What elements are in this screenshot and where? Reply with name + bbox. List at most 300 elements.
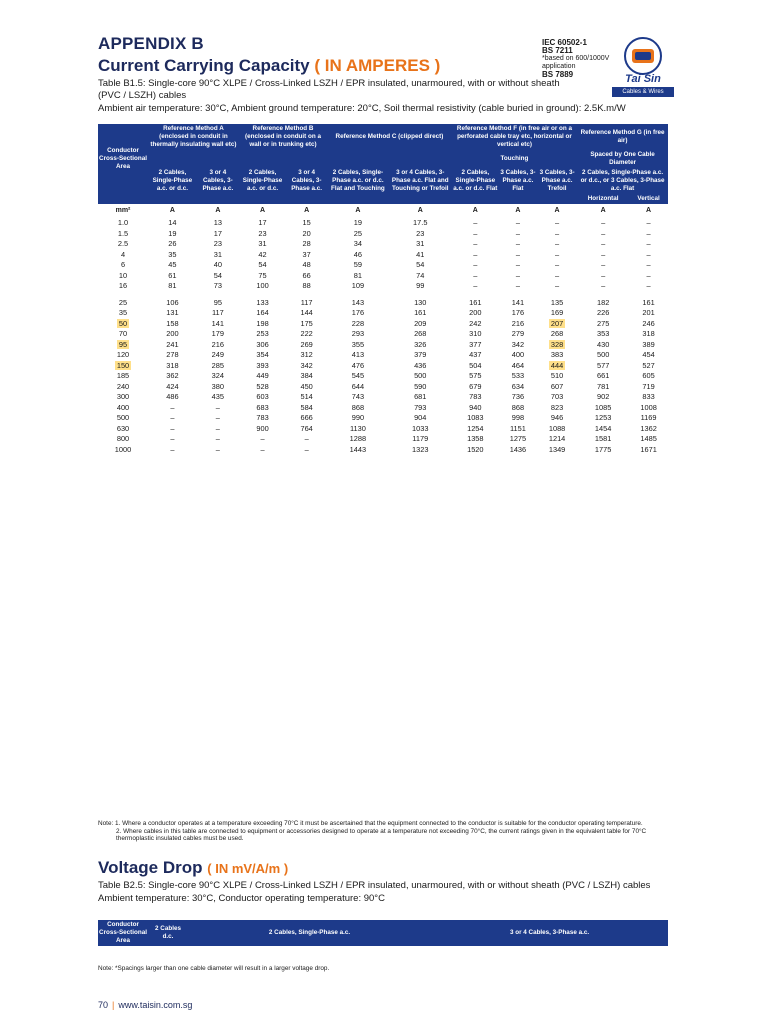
ampacity-cell: 1349 — [548, 444, 566, 454]
ampacity-cell: 285 — [211, 360, 225, 370]
ampacity-cell: 454 — [642, 350, 655, 360]
ampacity-cell: 1214 — [548, 434, 566, 444]
ampacity-cell: – — [515, 249, 520, 259]
ampacity-cell: 1775 — [594, 444, 612, 454]
ampacity-cell: 902 — [596, 392, 610, 402]
ampacity-cell: 342 — [511, 339, 525, 349]
ampacity-cell: – — [555, 281, 560, 291]
highlighted-value: 328 — [550, 339, 564, 349]
ampacity-cell: 198 — [256, 318, 269, 328]
conductor-size-cell: 120 — [116, 350, 130, 360]
ampacity-cell: 500 — [414, 371, 427, 381]
ampacity-cell: 703 — [550, 392, 564, 402]
method-b-header: Reference Method B (enclosed in conduit on a wall or in trunking etc) — [239, 124, 327, 150]
ampacity-cell: – — [555, 249, 560, 259]
ampacity-cell: 590 — [414, 381, 427, 391]
ampacity-cell: – — [515, 228, 520, 238]
ampacity-cell: 158 — [166, 318, 179, 328]
ampacity-cell: 1033 — [412, 423, 429, 433]
ampacity-cell: 326 — [414, 339, 427, 349]
ampacity-cell — [537, 319, 577, 330]
ampacity-cell: 1362 — [640, 423, 657, 433]
ampacity-cell: 1443 — [349, 444, 367, 454]
ampacity-cell: 141 — [511, 297, 525, 307]
ampacity-cell: 54 — [416, 260, 425, 270]
ampacity-cell: 278 — [166, 350, 179, 360]
ampacity-cell: 1083 — [467, 413, 484, 423]
highlighted-value: 444 — [550, 360, 564, 370]
ampacity-cell: 249 — [211, 350, 225, 360]
conductor-size-cell: 25 — [118, 297, 128, 307]
table-row — [98, 403, 668, 414]
ampacity-cell: 74 — [416, 270, 425, 280]
voltage-drop-caption: Table B2.5: Single-core 90°C XLPE / Cross-Linked LSZH / EPR insulated, unarmoured, with or without sheath (PVC / LSZH) cables — [98, 880, 651, 891]
ampacity-cell: 430 — [596, 339, 610, 349]
ampacity-cell: 318 — [642, 329, 655, 339]
ampacity-cell: 384 — [300, 371, 313, 381]
table-row — [98, 382, 668, 393]
ampacity-cell — [537, 361, 577, 372]
table-caption: Table B1.5: Single-core 90°C XLPE / Cross-Linked LSZH / EPR insulated, unarmoured, with or without sheath (PVC / LSZH) cables — [98, 78, 560, 101]
ampacity-cell: – — [473, 281, 478, 291]
method-c-header: Reference Method C (clipped direct) — [327, 124, 452, 150]
ampacity-cell: 1288 — [349, 434, 367, 444]
ampacity-cell: 46 — [353, 249, 363, 259]
ampacity-cell: 41 — [416, 249, 425, 259]
conductor-size-cell: 1.5 — [117, 228, 129, 238]
ampacity-cell: – — [601, 239, 606, 249]
ampacity-cell: 435 — [211, 392, 225, 402]
logo-emblem-icon — [624, 37, 662, 75]
ampacity-cell: 868 — [511, 402, 525, 412]
ampacity-cell: 31 — [258, 239, 267, 249]
ampacity-cell: 253 — [256, 329, 269, 339]
ampacity-cell: 241 — [166, 339, 179, 349]
ampacity-cell: 743 — [351, 392, 365, 402]
ampacity-cell: 476 — [351, 360, 365, 370]
ampacity-cell: 28 — [302, 239, 311, 249]
touching-header: Touching — [452, 150, 577, 168]
ampacity-cell: 823 — [550, 402, 564, 412]
ampacity-cell: 464 — [511, 360, 525, 370]
table-row — [98, 308, 668, 319]
conductor-size-cell — [98, 361, 148, 372]
ampacity-cell: 54 — [258, 260, 267, 270]
ampacity-cell: – — [473, 249, 478, 259]
ampacity-cell: – — [646, 228, 651, 238]
vertical-header: Vertical — [629, 194, 668, 204]
ampacity-cell: – — [170, 402, 175, 412]
tai-sin-logo: Tai Sin Cables & Wires — [612, 37, 674, 99]
highlighted-value: 207 — [550, 318, 564, 328]
ampacity-cell: 666 — [300, 413, 313, 423]
ambient-conditions: Ambient air temperature: 30°C, Ambient ground temperature: 20°C, Soil thermal resistivity (cable buried in ground): 2.5K.m/W — [98, 103, 626, 114]
ampacity-cell: – — [601, 218, 606, 228]
table-row — [98, 229, 668, 240]
appendix-title: APPENDIX B — [98, 34, 204, 53]
ampacity-cell: 946 — [550, 413, 564, 423]
ampacity-cell: 81 — [353, 270, 363, 280]
ampacity-cell: 109 — [351, 281, 365, 291]
table-row — [98, 271, 668, 282]
ampacity-cell: – — [646, 239, 651, 249]
ampacity-cell: 362 — [166, 371, 179, 381]
ampacity-cell: 40 — [213, 260, 222, 270]
ampacity-cell: 144 — [300, 308, 313, 318]
ampacity-cell: 793 — [414, 402, 427, 412]
ampacity-cell: 176 — [351, 308, 365, 318]
ampacity-cell: 528 — [256, 381, 269, 391]
ampacity-cell: 342 — [300, 360, 313, 370]
table-row — [98, 239, 668, 250]
ampacity-cell: 17 — [213, 228, 222, 238]
section-title: Current Carrying Capacity ( IN AMPERES ) — [98, 56, 441, 75]
vd-dc-header: 2 Cables d.c. — [148, 920, 188, 946]
standards-box: IEC 60502-1 BS 7211 *based on 600/1000V application BS 7889 — [542, 38, 610, 79]
ampacity-cell: 66 — [302, 270, 311, 280]
table-row — [98, 340, 668, 351]
ampacity-cell: 73 — [213, 281, 222, 291]
ampacity-cell: – — [170, 413, 175, 423]
ampacity-cell: – — [473, 239, 478, 249]
ampacity-cell: 736 — [511, 392, 525, 402]
ampacity-cell: – — [515, 218, 520, 228]
ampacity-cell: 222 — [300, 329, 313, 339]
ampacity-cell: 1179 — [412, 434, 429, 444]
ampacity-cell: 413 — [351, 350, 365, 360]
conductor-size-cell — [98, 319, 148, 330]
ampacity-cell: 1485 — [640, 434, 657, 444]
method-f-header: Reference Method F (in free air or on a perforated cable tray etc, horizontal or vertical etc) — [452, 124, 577, 150]
ampacity-cell: 1151 — [509, 423, 526, 433]
ampacity-cell: – — [215, 444, 220, 454]
ampacity-cell: 17.5 — [413, 218, 428, 228]
ampacity-cell: 200 — [166, 329, 179, 339]
ampacity-cell: 100 — [256, 281, 269, 291]
conductor-size-cell: 6 — [120, 260, 126, 270]
ampacity-cell: 545 — [351, 371, 365, 381]
ampacity-cell: 131 — [166, 308, 179, 318]
page-number: 70 — [98, 1000, 109, 1010]
ampacity-cell: 106 — [166, 297, 179, 307]
ampacity-cell: 133 — [256, 297, 269, 307]
ampacity-cell: 607 — [550, 381, 564, 391]
ampacity-cell: 486 — [166, 392, 179, 402]
ampacity-cell: 216 — [211, 339, 225, 349]
ampacity-cell: 393 — [256, 360, 269, 370]
ampacity-cell: – — [515, 270, 520, 280]
conductor-size-cell: 400 — [116, 402, 130, 412]
ampacity-cell: 833 — [642, 392, 655, 402]
ampacity-cell: 424 — [166, 381, 179, 391]
ampacity-cell: 1169 — [640, 413, 657, 423]
ampacity-cell: 26 — [168, 239, 177, 249]
ampacity-cell: 1671 — [640, 444, 657, 454]
ampacity-cell: – — [646, 218, 651, 228]
ampacity-cell: – — [170, 423, 175, 433]
conductor-size-cell: 630 — [116, 423, 130, 433]
table-row — [98, 424, 668, 435]
voltage-drop-ambient: Ambient temperature: 30°C, Conductor operating temperature: 90°C — [98, 893, 385, 904]
ampacity-cell: – — [601, 281, 606, 291]
conductor-size-cell: 10 — [118, 270, 128, 280]
ampacity-cell: 400 — [511, 350, 525, 360]
ampacity-cell: 661 — [596, 371, 610, 381]
ampacity-cell: 312 — [300, 350, 313, 360]
ampacity-cell: 514 — [300, 392, 313, 402]
ampacity-cell: 306 — [256, 339, 269, 349]
ampacity-cell: – — [555, 218, 560, 228]
ampacity-cell: 19 — [353, 218, 363, 228]
current-capacity-table: Conductor Cross-Sectional Area Reference Method A (enclosed in conduit in thermally insulating wall etc) Reference Method B (enclosed in conduit on a wall or in trunking etc) Reference Method C (clipped direct) Reference Method F (in free air or on a perforated cable tray etc, horizontal or vertical etc) Reference Method G (in free air) Touching Spaced by One Cable Diameter 2 Cables, Single-Phase a.c. or d.c. 3 or 4 Cables, 3-Phase a.c. 2 Cables, Single-Phase a.c. or d.c. 3 or 4 Cables, 3-Phase a.c. 2 Cables, Single-Phase a.c. or d.c. Flat and Touching 3 or 4 Cables, 3-Phase a.c. Flat and Touching or Trefoil 2 Cables, Single-Phase a.c. or d.c. Flat 3 Cables, 3-Phase a.c. Flat 3 Cables, 3-Phase a.c. Trefoil 2 Cables, Single-Phase a.c. or d.c., or 3 Cables, 3-Phase a.c. Flat Horizontal Vertical mm² A A A A A A A A A A A 1.0 14 13 17 15 19 17.5 – – – – – 1.5 19 17 23 20 25 23 – – – – – 2.5 26 23 31 28 34 31 – – – – – 4 35 31 42 37 46 41 – – – – – 6 45 40 54 48 59 54 – – – – – 10 61 54 75 66 81 74 – – – – – 16 81 73 100 88 109 99 – – – – – 25 106 95 133 117 143 130 161 141 135 182 161 35 131 117 164 144 176 161 200 176 169 226 201 50 158 141 198 175 228 209 242 216 207 275 246 70 200 179 253 222 293 268 310 279 268 353 318 95 241 216 306 269 355 326 377 342 328 430 389 120 278 249 354 312 413 379 437 400 383 500 454 150 318 285 393 342 476 436 504 464 444 577 527 185 362 324 449 384 545 500 575 533 510 661 605 240 424 380 528 450 644 590 679 634 607 781 719 300 486 435 603 514 743 681 783 736 703 902 833 400 – – 683 584 868 793 940 868 823 1085 1008 500 – – 783 666 990 904 1083 998 946 1253 1169 630 – – 900 764 1130 1033 1254 1151 1088 1454 1362 800 – – – – 1288 1179 1358 1275 1214 1581 1485 1000 – – – – 1443 1323 1520 1436 1349 1775 1671 — [98, 124, 668, 455]
horizontal-header: Horizontal — [577, 194, 629, 204]
ampacity-cell: – — [215, 423, 220, 433]
ampacity-cell: 584 — [300, 402, 313, 412]
ampacity-cell: 99 — [416, 281, 425, 291]
ampacity-cell: 23 — [258, 228, 267, 238]
table-row — [98, 434, 668, 445]
ampacity-cell: 275 — [596, 318, 610, 328]
ampacity-cell: – — [473, 218, 478, 228]
ampacity-cell: 510 — [550, 371, 564, 381]
ampacity-cell: 161 — [469, 297, 482, 307]
vd-single-phase-header: 2 Cables, Single-Phase a.c. — [188, 920, 431, 946]
ampacity-cell: 226 — [596, 308, 610, 318]
ampacity-cell: – — [601, 228, 606, 238]
ampacity-cell: 504 — [469, 360, 482, 370]
vd-three-phase-header: 3 or 4 Cables, 3-Phase a.c. — [431, 920, 668, 946]
ampacity-cell: 1130 — [349, 423, 366, 433]
ampacity-cell: 88 — [302, 281, 311, 291]
ampacity-cell: 268 — [414, 329, 427, 339]
highlighted-value: 50 — [118, 318, 128, 328]
highlighted-value: 95 — [118, 339, 128, 349]
conductor-size-cell: 4 — [120, 249, 126, 259]
vd-conductor-header: Conductor Cross-Sectional Area — [99, 921, 147, 944]
ampacity-cell: 681 — [414, 392, 427, 402]
ampacity-cell: 54 — [213, 270, 222, 280]
ampacity-cell: 644 — [351, 381, 365, 391]
ampacity-cell: 279 — [511, 329, 525, 339]
conductor-size-cell: 240 — [116, 381, 130, 391]
ampacity-cell: – — [260, 444, 265, 454]
conductor-header: Conductor Cross-Sectional Area — [98, 124, 148, 194]
ampacity-cell: – — [515, 260, 520, 270]
ampacity-cell: 437 — [469, 350, 482, 360]
ampacity-cell: 25 — [353, 228, 363, 238]
ampacity-cell: 1358 — [467, 434, 484, 444]
conductor-size-cell: 16 — [118, 281, 128, 291]
ampacity-cell: 1323 — [412, 444, 429, 454]
highlighted-value: 150 — [116, 360, 130, 370]
ampacity-cell: – — [170, 444, 175, 454]
ampacity-cell: 242 — [469, 318, 482, 328]
ampacity-cell: 31 — [213, 249, 222, 259]
voltage-drop-note: Note: *Spacings larger than one cable diameter will result in a larger voltage drop. — [98, 965, 330, 972]
ampacity-cell: – — [170, 434, 175, 444]
ampacity-cell: 161 — [414, 308, 427, 318]
ampacity-cell: 34 — [353, 239, 363, 249]
ampacity-cell: 603 — [256, 392, 269, 402]
ampacity-cell: 42 — [258, 249, 267, 259]
table-row — [98, 445, 668, 456]
ampacity-cell: 719 — [642, 381, 655, 391]
ampacity-cell: 436 — [414, 360, 427, 370]
ampacity-cell: 533 — [511, 371, 525, 381]
ampacity-cell: – — [215, 413, 220, 423]
conductor-size-cell: 300 — [116, 392, 130, 402]
ampacity-cell: 1088 — [548, 423, 566, 433]
ampacity-cell: 201 — [642, 308, 655, 318]
ampacity-cell: 20 — [302, 228, 311, 238]
ampacity-cell: 169 — [550, 308, 564, 318]
ampacity-cell: 781 — [596, 381, 610, 391]
ampacity-cell: 380 — [211, 381, 225, 391]
ampacity-cell: – — [473, 260, 478, 270]
table-row — [98, 329, 668, 340]
table-row — [98, 250, 668, 261]
ampacity-cell: – — [215, 434, 220, 444]
ampacity-cell: 17 — [258, 218, 267, 228]
ampacity-cell: 246 — [642, 318, 655, 328]
ampacity-cell: 14 — [168, 218, 177, 228]
conductor-size-cell: 1.0 — [117, 218, 129, 228]
ampacity-cell: – — [555, 239, 560, 249]
ampacity-cell: 353 — [596, 329, 610, 339]
ampacity-cell: 23 — [213, 239, 222, 249]
ampacity-cell: – — [304, 434, 309, 444]
ampacity-cell: – — [646, 260, 651, 270]
ampacity-cell: 354 — [256, 350, 269, 360]
ampacity-cell: 1254 — [467, 423, 484, 433]
ampacity-cell: – — [601, 270, 606, 280]
ampacity-cell: 940 — [469, 402, 482, 412]
ampacity-cell: 1008 — [640, 402, 657, 412]
ampacity-cell: 45 — [168, 260, 177, 270]
ampacity-cell: – — [601, 249, 606, 259]
ampacity-cell: 209 — [414, 318, 427, 328]
method-a-header: Reference Method A (enclosed in conduit in thermally insulating wall etc) — [148, 124, 239, 150]
ampacity-cell: 23 — [416, 228, 425, 238]
ampacity-cell: 15 — [302, 218, 311, 228]
ampacity-cell: 783 — [256, 413, 269, 423]
ampacity-cell: – — [555, 260, 560, 270]
ampacity-cell: 269 — [300, 339, 313, 349]
ampacity-cell: – — [555, 228, 560, 238]
ampacity-cell: 1253 — [594, 413, 612, 423]
ampacity-cell: 75 — [258, 270, 267, 280]
ampacity-cell: – — [601, 260, 606, 270]
ampacity-cell: 164 — [256, 308, 269, 318]
ampacity-cell: 143 — [351, 297, 365, 307]
page-footer: 70 | www.taisin.com.sg — [98, 1000, 193, 1010]
ampacity-cell: 48 — [302, 260, 311, 270]
ampacity-cell: 389 — [642, 339, 655, 349]
ampacity-cell: 200 — [469, 308, 482, 318]
table-row — [98, 298, 668, 309]
ampacity-cell — [537, 340, 577, 351]
ampacity-cell: – — [304, 444, 309, 454]
ampacity-cell: 383 — [550, 350, 564, 360]
ampacity-cell: 764 — [300, 423, 313, 433]
ampacity-cell: 216 — [511, 318, 525, 328]
ampacity-cell: 310 — [469, 329, 482, 339]
ampacity-cell: 904 — [414, 413, 427, 423]
conductor-size-cell: 185 — [116, 371, 130, 381]
table-row — [98, 218, 668, 229]
conductor-size-cell: 70 — [118, 329, 128, 339]
table-row — [98, 319, 668, 330]
ampacity-cell: 35 — [168, 249, 177, 259]
table-row — [98, 361, 668, 372]
voltage-drop-title: Voltage Drop ( IN mV/A/m ) — [98, 858, 289, 877]
ampacity-cell: 61 — [168, 270, 177, 280]
ampacity-cell: – — [215, 402, 220, 412]
ampacity-cell: 575 — [469, 371, 482, 381]
ampacity-cell: 1436 — [509, 444, 527, 454]
ampacity-cell: 377 — [469, 339, 482, 349]
ampacity-cell: 1085 — [594, 402, 612, 412]
ampacity-cell: 31 — [416, 239, 425, 249]
ampacity-cell: 37 — [302, 249, 311, 259]
ampacity-cell: 449 — [256, 371, 269, 381]
ampacity-cell: 59 — [353, 260, 363, 270]
ampacity-cell: 81 — [168, 281, 177, 291]
ampacity-cell: 868 — [351, 402, 365, 412]
ampacity-cell: 228 — [351, 318, 365, 328]
table-notes: Note: 1. Where a conductor operates at a temperature exceeding 70°C it must be ascertained that the equipment connected to the conductor is suitable for the conductor operating temperature. 2. Where cables in this table are connected to equipment or accessories designed to operate at a temperature not exceeding 70°C, the current ratings given in the equivalent table for 70°C thermoplastic insulated cables must be used. — [98, 820, 647, 842]
ampacity-cell: – — [515, 239, 520, 249]
ampacity-cell: 900 — [256, 423, 269, 433]
ampacity-cell: 1275 — [509, 434, 527, 444]
conductor-size-cell: 2.5 — [117, 239, 129, 249]
ampacity-cell: 95 — [213, 297, 222, 307]
ampacity-cell: 268 — [550, 329, 564, 339]
ampacity-cell: – — [515, 281, 520, 291]
ampacity-cell: – — [646, 270, 651, 280]
table-row — [98, 260, 668, 271]
ampacity-cell: – — [473, 270, 478, 280]
ampacity-cell: 379 — [414, 350, 427, 360]
ampacity-cell: – — [555, 270, 560, 280]
ampacity-cell: 117 — [300, 297, 313, 307]
ampacity-cell: 182 — [596, 297, 610, 307]
ampacity-cell: 990 — [351, 413, 365, 423]
current-capacity-rows — [98, 218, 668, 455]
ampacity-cell: – — [473, 228, 478, 238]
ampacity-cell: 293 — [351, 329, 365, 339]
ampacity-cell: – — [646, 281, 651, 291]
ampacity-cell: 998 — [511, 413, 525, 423]
table-row — [98, 371, 668, 382]
table-row — [98, 392, 668, 403]
conductor-size-cell: 800 — [116, 434, 130, 444]
table-row — [98, 281, 668, 292]
website-url: www.taisin.com.sg — [118, 1000, 193, 1010]
conductor-size-cell: 35 — [118, 308, 128, 318]
conductor-size-cell: 500 — [116, 413, 130, 423]
spaced-header: Spaced by One Cable Diameter — [577, 150, 668, 168]
ampacity-cell: 1581 — [594, 434, 612, 444]
method-g-header: Reference Method G (in free air) — [577, 124, 668, 150]
ampacity-cell: 19 — [168, 228, 177, 238]
conductor-size-cell — [98, 340, 148, 351]
ampacity-cell: – — [260, 434, 265, 444]
conductor-size-cell: 1000 — [114, 444, 132, 454]
ampacity-cell: 161 — [642, 297, 655, 307]
ampacity-cell: 679 — [469, 381, 482, 391]
ampacity-cell: 1520 — [467, 444, 484, 454]
